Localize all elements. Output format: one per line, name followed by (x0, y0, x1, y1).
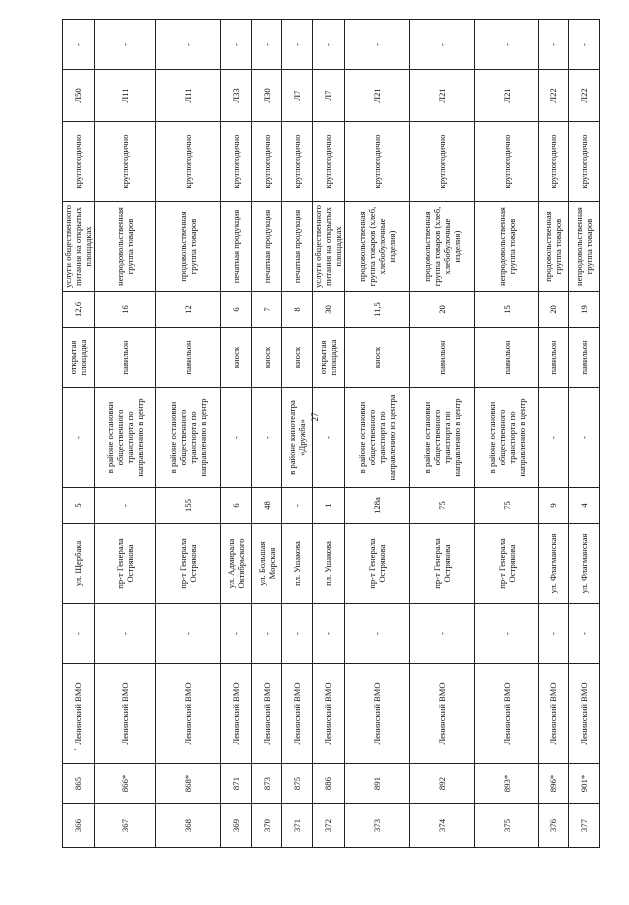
cell-specialization: услуги общественного питания на открытых площадках (313, 202, 345, 292)
cell-operating-period: круглогодично (344, 122, 409, 202)
cell-landmark: в районе остановки общественного транспорта по направлению в центр (94, 388, 155, 488)
cell-zone-code: Л11 (155, 70, 220, 122)
cell-zone-code: Л22 (569, 70, 600, 122)
cell-street: ул. Большая Морская (251, 524, 282, 604)
cell-landmark: в районе остановки общественного транспорта по направлению из центра (344, 388, 409, 488)
cell-street: пр-т Генерала Острякова (155, 524, 220, 604)
table-row (475, 20, 538, 848)
cell-specialization: продовольственная группа товаров (хлеб, хлебобулочные изделия) (410, 202, 475, 292)
cell-street: пр-т Генерала Острякова (475, 524, 538, 604)
cell-operating-period: круглогодично (251, 122, 282, 202)
cell-dash: - (155, 604, 220, 664)
cell-row-number: 368 (155, 804, 220, 848)
cell-house-number: 128а (344, 488, 409, 524)
cell-object-id: 893* (475, 764, 538, 804)
cell-landmark: - (313, 388, 345, 488)
cell-district: Ленинский ВМО (251, 664, 282, 764)
cell-dash: - (569, 604, 600, 664)
cell-operating-period: круглогодично (538, 122, 569, 202)
cell-zone-code: Л7 (282, 70, 313, 122)
cell-house-number: 9 (538, 488, 569, 524)
cell-dash-last: - (313, 20, 345, 70)
cell-specialization: услуги общественного питания на открытых площадках (63, 202, 95, 292)
cell-object-type: киоск (221, 328, 252, 388)
cell-zone-code: Л33 (221, 70, 252, 122)
cell-landmark: - (538, 388, 569, 488)
cell-district: Ленинский ВМО (475, 664, 538, 764)
cell-house-number: - (282, 488, 313, 524)
cell-street: пр-т Генерала Острякова (94, 524, 155, 604)
cell-dash: - (282, 604, 313, 664)
cell-landmark: в районе остановки общественного транспорта по направлению в центр (475, 388, 538, 488)
table-row (344, 20, 409, 848)
cell-area: 11,5 (344, 292, 409, 328)
cell-street: пр-т Генерала Острякова (410, 524, 475, 604)
cell-object-id: 875 (282, 764, 313, 804)
cell-district: Ленинский ВМО (155, 664, 220, 764)
cell-object-type: открытая площадка (63, 328, 95, 388)
cell-house-number: 155 (155, 488, 220, 524)
cell-operating-period: круглогодично (94, 122, 155, 202)
cell-dash: - (313, 604, 345, 664)
cell-object-id: 871 (221, 764, 252, 804)
cell-object-type: павильон (569, 328, 600, 388)
cell-dash: - (475, 604, 538, 664)
cell-landmark: в районе кинотеатра «Дружба» (282, 388, 313, 488)
cell-object-type: киоск (282, 328, 313, 388)
cell-row-number: 370 (251, 804, 282, 848)
cell-operating-period: круглогодично (63, 122, 95, 202)
table-row (155, 20, 220, 848)
cell-street: ул. Щербака (63, 524, 95, 604)
cell-dash-last: - (251, 20, 282, 70)
cell-specialization: печатная продукция (221, 202, 252, 292)
cell-house-number: 5 (63, 488, 95, 524)
cell-landmark: - (569, 388, 600, 488)
cell-object-type: павильон (475, 328, 538, 388)
cell-house-number: 75 (410, 488, 475, 524)
cell-house-number: 75 (475, 488, 538, 524)
margin-dot: . (74, 742, 77, 752)
cell-operating-period: круглогодично (155, 122, 220, 202)
cell-operating-period: круглогодично (221, 122, 252, 202)
table-row (410, 20, 475, 848)
cell-operating-period: круглогодично (569, 122, 600, 202)
cell-street: ул. Флагманская (538, 524, 569, 604)
cell-dash: - (221, 604, 252, 664)
cell-dash-last: - (538, 20, 569, 70)
cell-object-type: павильон (410, 328, 475, 388)
cell-zone-code: Л50 (63, 70, 95, 122)
cell-house-number: 1 (313, 488, 345, 524)
cell-street: ул. Флагманская (569, 524, 600, 604)
cell-area: 7 (251, 292, 282, 328)
table-row (94, 20, 155, 848)
cell-district: Ленинский ВМО (344, 664, 409, 764)
table-row (251, 20, 282, 848)
rotated-table-wrapper (62, 20, 600, 848)
cell-dash-last: - (410, 20, 475, 70)
cell-dash: - (94, 604, 155, 664)
cell-landmark: - (63, 388, 95, 488)
cell-object-id: 901* (569, 764, 600, 804)
cell-object-id: 886 (313, 764, 345, 804)
cell-row-number: 366 (63, 804, 95, 848)
cell-zone-code: Л22 (538, 70, 569, 122)
cell-object-id: 865 (63, 764, 95, 804)
cell-area: 8 (282, 292, 313, 328)
cell-object-id: 896* (538, 764, 569, 804)
cell-district: Ленинский ВМО (63, 664, 95, 764)
cell-dash-last: - (475, 20, 538, 70)
cell-area: 12 (155, 292, 220, 328)
cell-specialization: продовольственная группа товаров (155, 202, 220, 292)
cell-house-number: 4 (569, 488, 600, 524)
objects-table (62, 19, 600, 848)
cell-operating-period: круглогодично (410, 122, 475, 202)
cell-dash-last: - (569, 20, 600, 70)
cell-specialization: продовольственная группа товаров (538, 202, 569, 292)
cell-district: Ленинский ВМО (313, 664, 345, 764)
cell-row-number: 367 (94, 804, 155, 848)
cell-dash: - (410, 604, 475, 664)
cell-specialization: непродовольственная группа товаров (475, 202, 538, 292)
cell-row-number: 375 (475, 804, 538, 848)
cell-row-number: 376 (538, 804, 569, 848)
cell-row-number: 377 (569, 804, 600, 848)
page-number: 27 (310, 412, 320, 422)
cell-operating-period: круглогодично (313, 122, 345, 202)
cell-specialization: непродовольственная группа товаров (569, 202, 600, 292)
cell-object-id: 873 (251, 764, 282, 804)
cell-dash: - (538, 604, 569, 664)
cell-dash-last: - (344, 20, 409, 70)
cell-object-type: павильон (155, 328, 220, 388)
cell-street: ул. Адмирала Октябрьского (221, 524, 252, 604)
cell-area: 20 (410, 292, 475, 328)
cell-dash-last: - (94, 20, 155, 70)
cell-street: пл. Ушакова (313, 524, 345, 604)
cell-area: 6 (221, 292, 252, 328)
cell-district: Ленинский ВМО (94, 664, 155, 764)
cell-landmark: - (251, 388, 282, 488)
cell-row-number: 369 (221, 804, 252, 848)
table-row (63, 20, 95, 848)
cell-area: 15 (475, 292, 538, 328)
cell-object-type: павильон (538, 328, 569, 388)
cell-dash: - (251, 604, 282, 664)
cell-specialization: печатная продукция (282, 202, 313, 292)
cell-zone-code: Л11 (94, 70, 155, 122)
cell-zone-code: Л30 (251, 70, 282, 122)
table-row (282, 20, 313, 848)
cell-area: 20 (538, 292, 569, 328)
cell-district: Ленинский ВМО (538, 664, 569, 764)
cell-operating-period: круглогодично (475, 122, 538, 202)
cell-object-id: 868* (155, 764, 220, 804)
cell-dash: - (63, 604, 95, 664)
cell-object-type: павильон (94, 328, 155, 388)
table-row (569, 20, 600, 848)
cell-specialization: продовольственная группа товаров (хлеб, хлебобулочные изделия) (344, 202, 409, 292)
cell-district: Ленинский ВМО (282, 664, 313, 764)
cell-dash-last: - (63, 20, 95, 70)
cell-area: 16 (94, 292, 155, 328)
cell-row-number: 371 (282, 804, 313, 848)
cell-landmark: - (221, 388, 252, 488)
cell-street: пл. Ушакова (282, 524, 313, 604)
cell-zone-code: Л7 (313, 70, 345, 122)
cell-specialization: печатная продукция (251, 202, 282, 292)
cell-object-id: 892 (410, 764, 475, 804)
table-row (538, 20, 569, 848)
cell-dash-last: - (282, 20, 313, 70)
cell-row-number: 373 (344, 804, 409, 848)
cell-zone-code: Л21 (410, 70, 475, 122)
cell-zone-code: Л21 (344, 70, 409, 122)
cell-district: Ленинский ВМО (410, 664, 475, 764)
cell-street: пр-т Генерала Острякова (344, 524, 409, 604)
table-row (221, 20, 252, 848)
cell-object-type: открытая площадка (313, 328, 345, 388)
cell-object-type: киоск (344, 328, 409, 388)
cell-area: 19 (569, 292, 600, 328)
cell-row-number: 374 (410, 804, 475, 848)
cell-house-number: - (94, 488, 155, 524)
cell-row-number: 372 (313, 804, 345, 848)
cell-object-id: 866* (94, 764, 155, 804)
cell-house-number: 48 (251, 488, 282, 524)
cell-area: 30 (313, 292, 345, 328)
cell-operating-period: круглогодично (282, 122, 313, 202)
cell-landmark: в районе остановки общественного транспорта по направлению в центр (410, 388, 475, 488)
cell-dash-last: - (155, 20, 220, 70)
cell-dash: - (344, 604, 409, 664)
cell-specialization: непродовольственная группа товаров (94, 202, 155, 292)
cell-object-id: 891 (344, 764, 409, 804)
cell-object-type: киоск (251, 328, 282, 388)
cell-house-number: 6 (221, 488, 252, 524)
cell-district: Ленинский ВМО (569, 664, 600, 764)
cell-area: 12,6 (63, 292, 95, 328)
cell-dash-last: - (221, 20, 252, 70)
cell-district: Ленинский ВМО (221, 664, 252, 764)
table-row (313, 20, 345, 848)
cell-zone-code: Л21 (475, 70, 538, 122)
cell-landmark: в районе остановки общественного транспорта по направлению в центр (155, 388, 220, 488)
